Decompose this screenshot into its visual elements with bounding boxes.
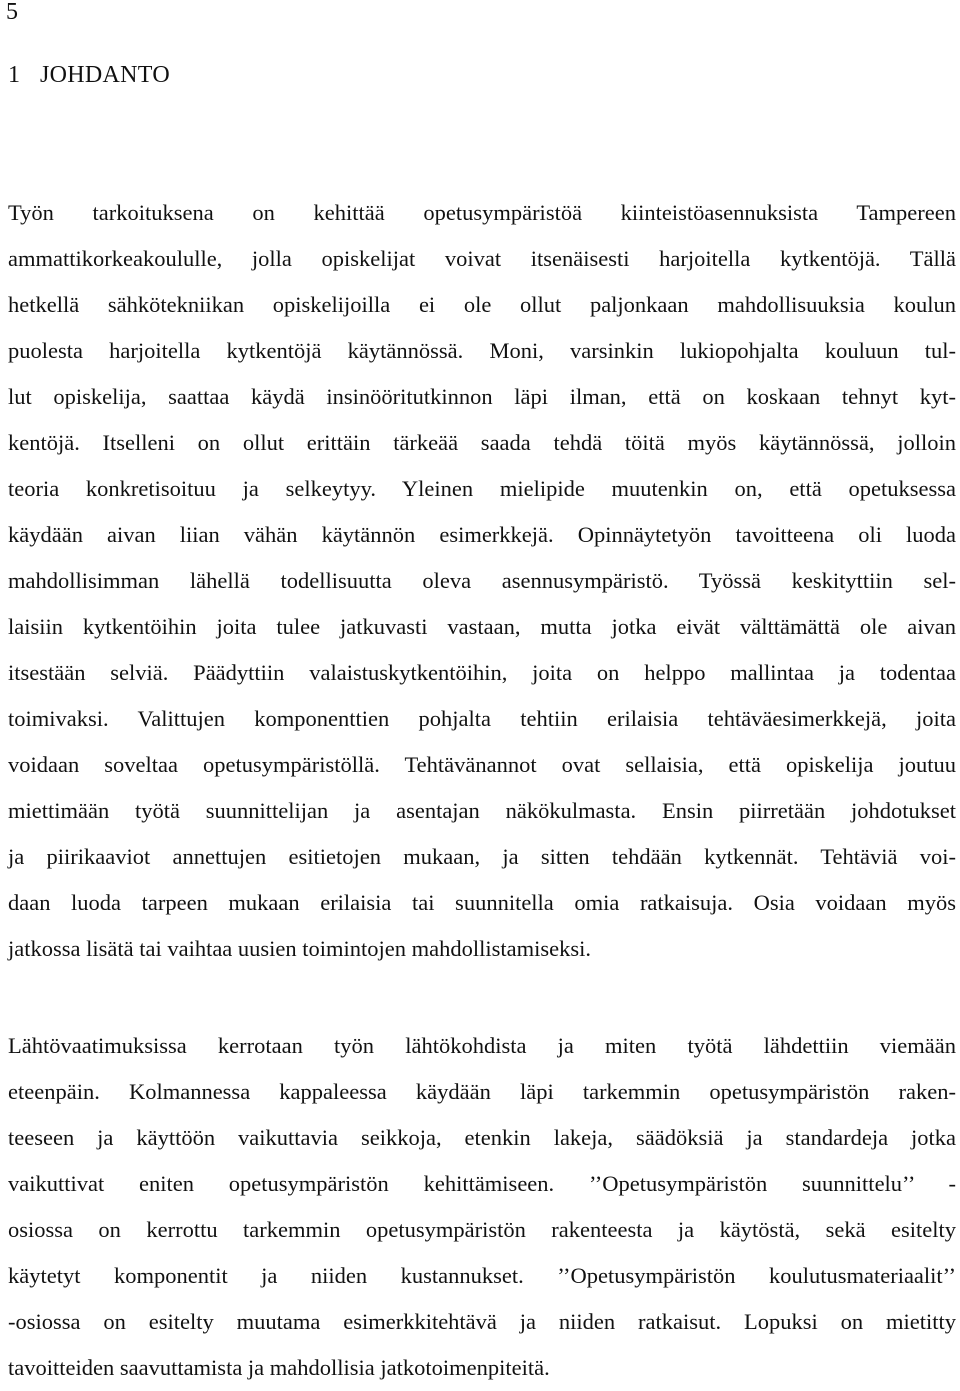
text-line: osiossa on kerrottu tarkemmin opetusympäristön rakenteesta ja käytöstä, sekä esitelty xyxy=(8,1217,956,1242)
text-line: Työn tarkoituksena on kehittää opetusympäristöä kiinteistöasennuksista Tampereen xyxy=(8,200,956,225)
text-line: miettimään työtä suunnittelijan ja asentajan näkökulmasta. Ensin piirretään johdotukset xyxy=(8,798,956,823)
text-line: laisiin kytkentöihin joita tulee jatkuvasti vastaan, mutta jotka eivät välttämättä ole aivan xyxy=(8,614,956,639)
text-line: ja piirikaaviot annettujen esitietojen mukaan, ja sitten tehdään kytkennät. Tehtäviä voi- xyxy=(8,844,956,869)
text-line: teeseen ja käyttöön vaikuttavia seikkoja, etenkin lakeja, säädöksiä ja standardeja jotka xyxy=(8,1125,956,1150)
text-line: Lähtövaatimuksissa kerrotaan työn lähtökohdista ja miten työtä lähdettiin viemään xyxy=(8,1033,956,1058)
text-line: mahdollisimman lähellä todellisuutta oleva asennusympäristö. Työssä keskityttiin sel- xyxy=(8,568,956,593)
chapter-heading xyxy=(8,60,170,90)
text-line: käytetyt komponentit ja niiden kustannukset. ’’Opetusympäristön koulutusmateriaalit’’ xyxy=(8,1263,956,1288)
text-line: hetkellä sähkötekniikan opiskelijoilla ei ole ollut paljonkaan mahdollisuuksia koulun xyxy=(8,292,956,317)
text-line: daan luoda tarpeen mukaan erilaisia tai suunnitella omia ratkaisuja. Osia voidaan myös xyxy=(8,890,956,915)
text-line: vaikuttivat eniten opetusympäristön kehittämiseen. ’’Opetusympäristön suunnittelu’’ - xyxy=(8,1171,956,1196)
text-line: teoria konkretisoituu ja selkeytyy. Yleinen mielipide muutenkin on, että opetuksessa xyxy=(8,476,956,501)
text-line: käydään aivan liian vähän käytännön esimerkkejä. Opinnäytetyön tavoitteena oli luoda xyxy=(8,522,956,547)
text-line: itsestään selviä. Päädyttiin valaistuskytkentöihin, joita on helppo mallintaa ja todentaa xyxy=(8,660,956,685)
text-line: toimivaksi. Valittujen komponenttien pohjalta tehtiin erilaisia tehtäväesimerkkejä, joita xyxy=(8,706,956,731)
page-number: 5 xyxy=(6,0,18,25)
text-line: ammattikorkeakoululle, jolla opiskelijat voivat itsenäisesti harjoitella kytkentöjä. Tällä xyxy=(8,246,956,271)
paragraph-introduction xyxy=(8,190,956,972)
text-line: lut opiskelija, saattaa käydä insinööritutkinnon läpi ilman, että on koskaan tehnyt kyt- xyxy=(8,384,956,409)
text-line: -osiossa on esitelty muutama esimerkkitehtävä ja niiden ratkaisut. Lopuksi on mietitty xyxy=(8,1309,956,1334)
chapter-number: 1 xyxy=(8,62,21,88)
text-line: puolesta harjoitella kytkentöjä käytännössä. Moni, varsinkin lukiopohjalta kouluun tul- xyxy=(8,338,956,363)
paragraph-structure xyxy=(8,1023,956,1391)
text-line: tavoitteiden saavuttamista ja mahdollisia jatkotoimenpiteitä. xyxy=(8,1355,550,1380)
chapter-title: JOHDANTO xyxy=(40,62,170,88)
text-line: jatkossa lisätä tai vaihtaa uusien toimintojen mahdollistamiseksi. xyxy=(8,936,592,961)
text-line: voidaan soveltaa opetusympäristöllä. Tehtävänannot ovat sellaisia, että opiskelija joutuu xyxy=(8,752,956,777)
text-line: kentöjä. Itselleni on ollut erittäin tärkeää saada tehdä töitä myös käytännössä, jolloin xyxy=(8,430,956,455)
text-line: eteenpäin. Kolmannessa kappaleessa käydään läpi tarkemmin opetusympäristön raken- xyxy=(8,1079,956,1104)
